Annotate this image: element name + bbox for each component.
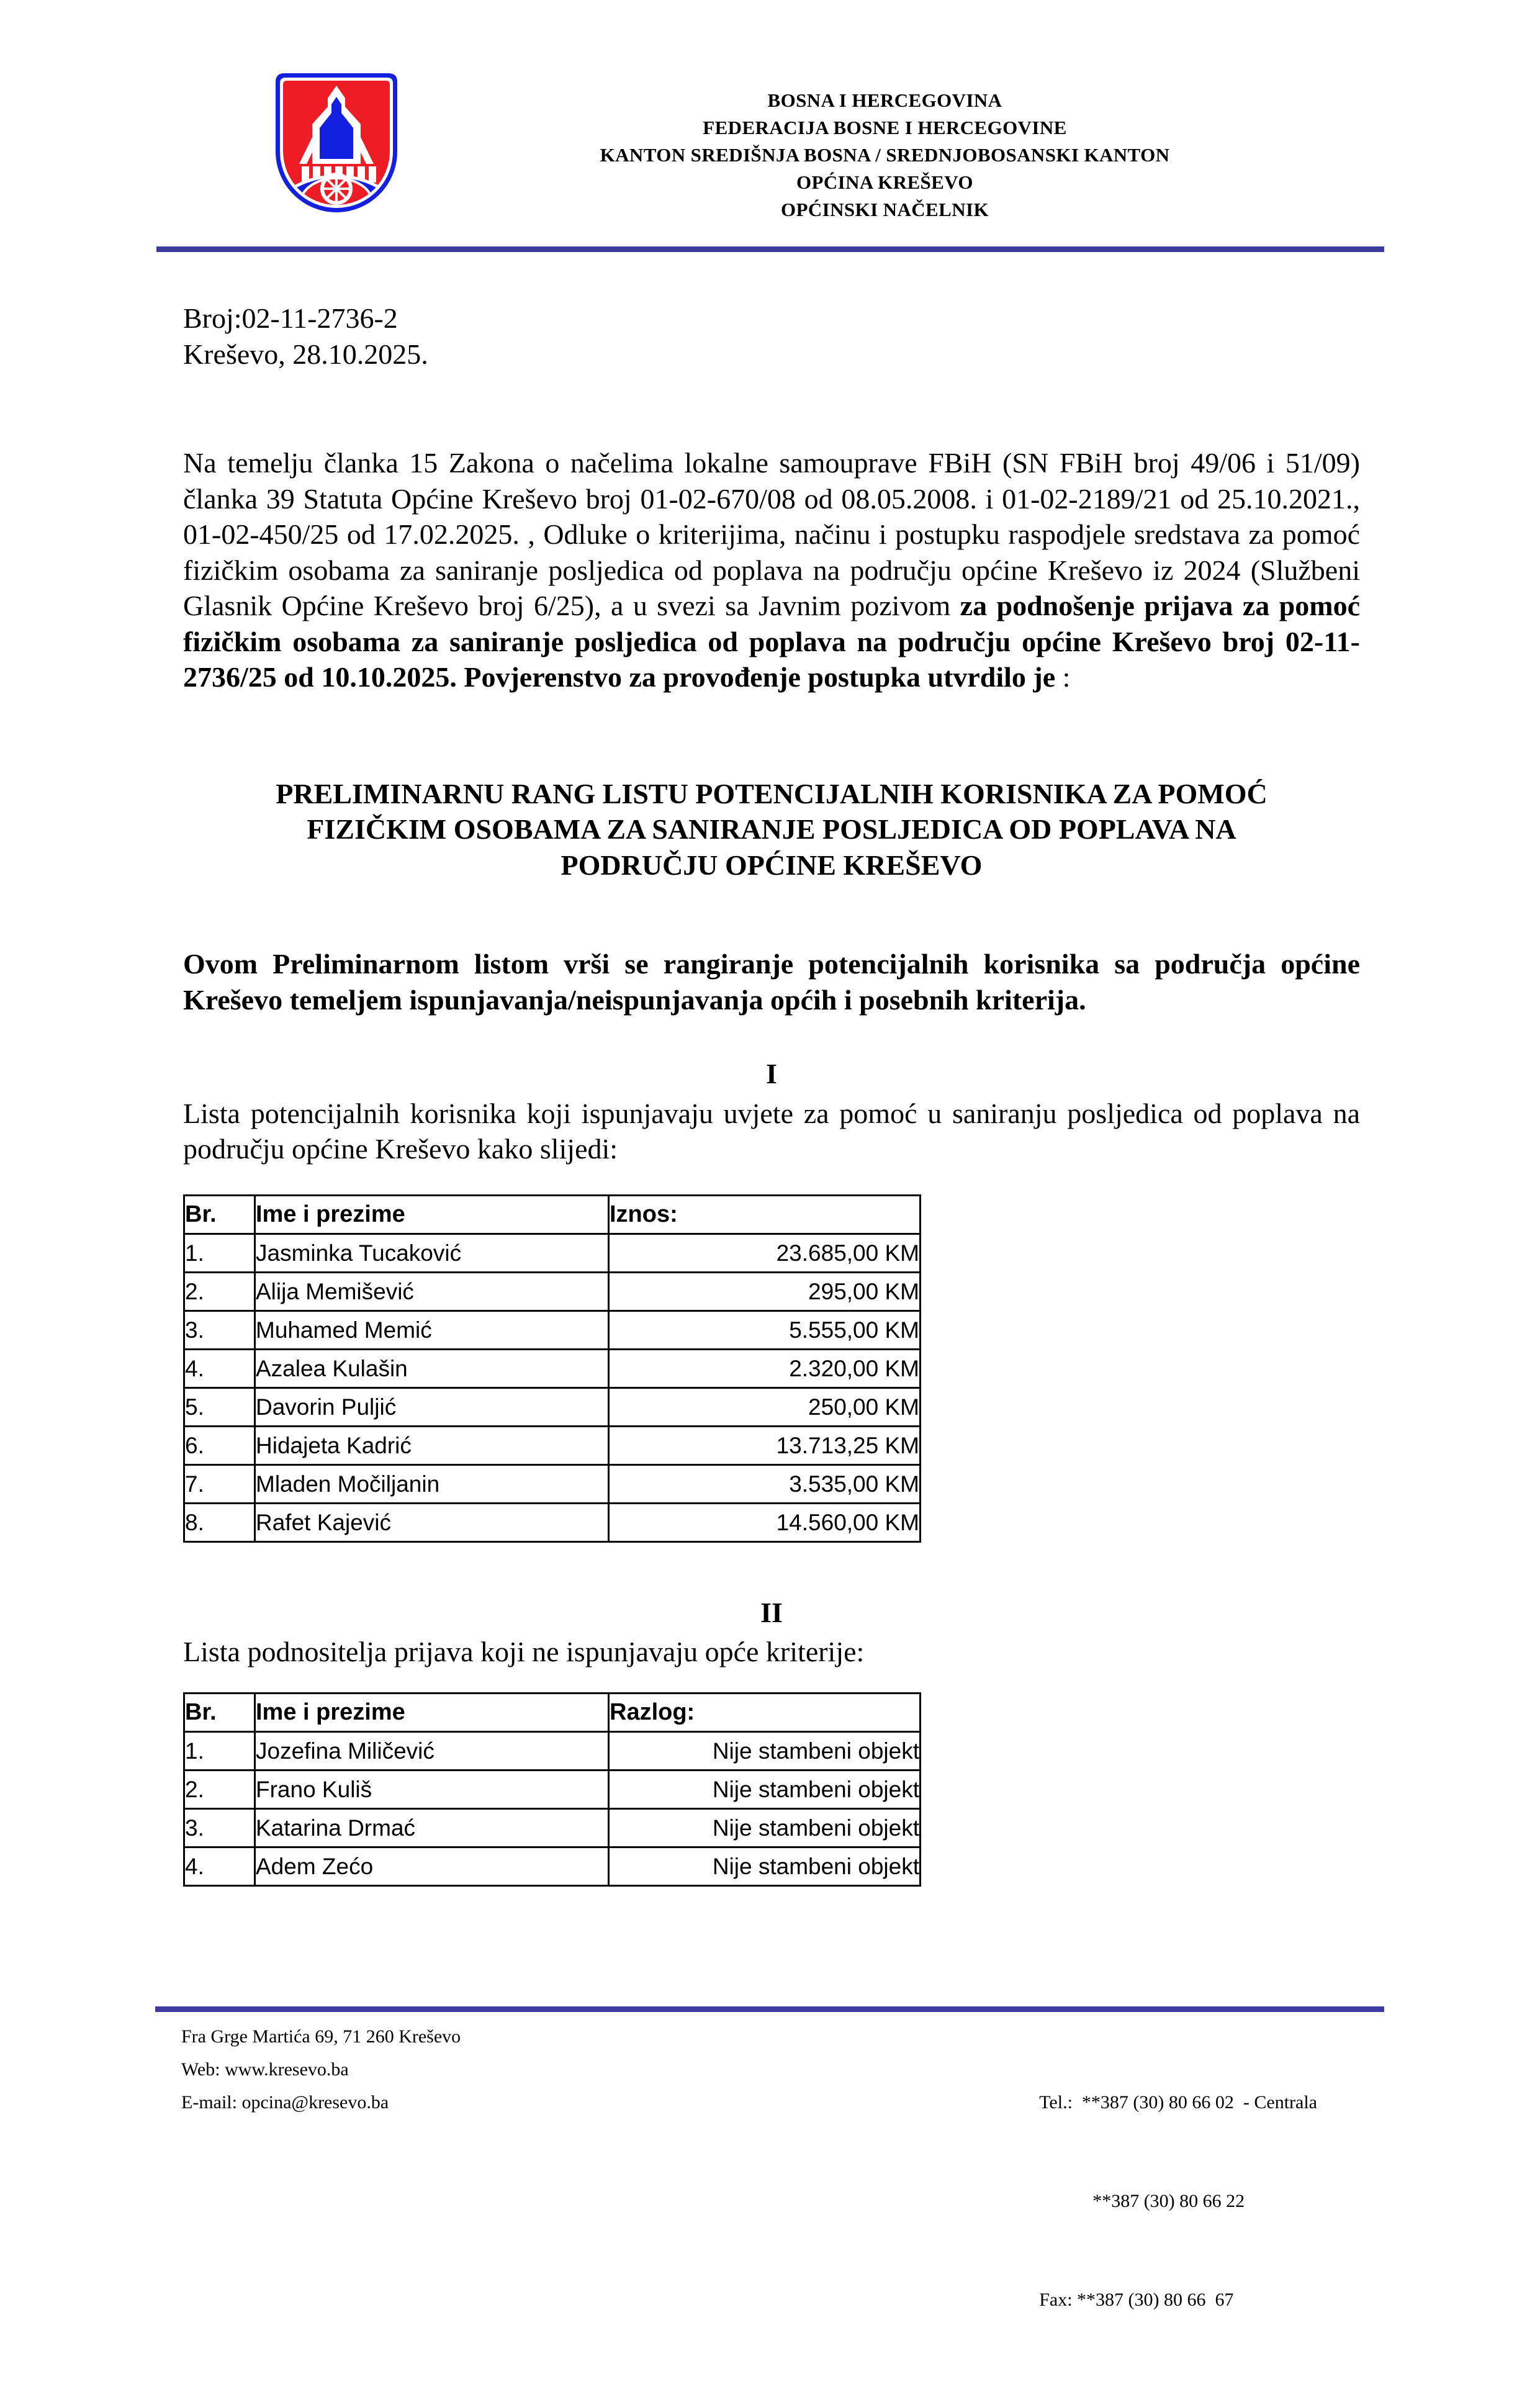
letterhead-line-federation: FEDERACIJA BOSNE I HERCEGOVINE xyxy=(703,117,1067,138)
reason: Nije stambeni objekt xyxy=(609,1847,921,1885)
person-name: Muhamed Memić xyxy=(255,1311,609,1349)
person-name: Adem Zećo xyxy=(255,1847,609,1885)
letterhead-line-canton: KANTON SREDIŠNJA BOSNA / SREDNJOBOSANSKI KANTON xyxy=(600,144,1170,166)
footer-tel: Tel.: **387 (30) 80 66 02 - Centrala xyxy=(1039,2092,1317,2113)
reference-block xyxy=(183,300,1360,372)
amount: 23.685,00 KM xyxy=(609,1234,921,1272)
col-header-number: Br. xyxy=(184,1693,255,1731)
amount: 3.535,00 KM xyxy=(609,1464,921,1503)
row-number: 6. xyxy=(184,1426,255,1464)
table-row xyxy=(184,1426,921,1464)
section-1-lead: Lista potencijalnih korisnika koji ispunjavaju uvjete za pomoć u saniranju posljedica od poplava na području općine Kreševo kako slijedi: xyxy=(183,1097,1360,1165)
footer-address-block xyxy=(181,2020,461,2382)
table-row xyxy=(184,1311,921,1349)
footer-address: Fra Grge Martića 69, 71 260 Kreševo xyxy=(181,2026,461,2047)
person-name: Hidajeta Kadrić xyxy=(255,1426,609,1464)
letterhead-line-mayor-office: OPĆINSKI NAČELNIK xyxy=(781,199,989,220)
amount: 295,00 KM xyxy=(609,1272,921,1311)
footer-phone-block xyxy=(1039,2020,1317,2382)
amount: 250,00 KM xyxy=(609,1387,921,1426)
reference-number: Broj:02-11-2736-2 xyxy=(183,302,398,334)
footer-rule xyxy=(155,2006,1384,2012)
wheel-icon xyxy=(322,174,351,203)
row-number: 7. xyxy=(184,1464,255,1503)
row-number: 2. xyxy=(184,1770,255,1808)
table-header-row xyxy=(184,1195,921,1234)
table-row xyxy=(184,1234,921,1272)
table-row xyxy=(184,1731,921,1770)
row-number: 8. xyxy=(184,1503,255,1541)
letterhead-line-country: BOSNA I HERCEGOVINA xyxy=(767,89,1002,111)
col-header-amount: Iznos: xyxy=(609,1195,921,1234)
row-number: 1. xyxy=(184,1234,255,1272)
table-row xyxy=(184,1808,921,1847)
col-header-reason: Razlog: xyxy=(609,1693,921,1731)
col-header-name: Ime i prezime xyxy=(255,1693,609,1731)
row-number: 3. xyxy=(184,1808,255,1847)
table-row xyxy=(184,1387,921,1426)
amount: 5.555,00 KM xyxy=(609,1311,921,1349)
table-row xyxy=(184,1503,921,1541)
eligible-beneficiaries-table xyxy=(183,1194,921,1543)
section-2-lead: Lista podnositelja prijava koji ne ispunjavaju opće kriterije: xyxy=(183,1636,865,1667)
intro-normal-end: : xyxy=(1055,661,1071,693)
footer-email: E-mail: opcina@kresevo.ba xyxy=(181,2092,389,2113)
document-title xyxy=(183,776,1360,883)
footer-tel-2: **387 (30) 80 66 22 xyxy=(1092,2191,1245,2211)
purpose-paragraph: Ovom Preliminarnom listom vrši se rangiranje potencijalnih korisnika sa područja općine Kreševo temeljem ispunjavanja/neispunjavanja općih i posebnih kriterija. xyxy=(183,948,1360,1016)
title-line-3: PODRUČJU OPĆINE KREŠEVO xyxy=(561,849,983,881)
table-row xyxy=(184,1770,921,1808)
row-number: 3. xyxy=(184,1311,255,1349)
table-row xyxy=(184,1847,921,1885)
table-row xyxy=(184,1349,921,1387)
table-header-row xyxy=(184,1693,921,1731)
row-number: 4. xyxy=(184,1349,255,1387)
reason: Nije stambeni objekt xyxy=(609,1770,921,1808)
title-line-1: PRELIMINARNU RANG LISTU POTENCIJALNIH KORISNIKA ZA POMOĆ xyxy=(276,777,1268,810)
person-name: Jasminka Tucaković xyxy=(255,1234,609,1272)
col-header-number: Br. xyxy=(184,1195,255,1234)
reason: Nije stambeni objekt xyxy=(609,1808,921,1847)
place-and-date: Kreševo, 28.10.2025. xyxy=(183,338,428,370)
document-body xyxy=(183,292,1360,1887)
person-name: Alija Memišević xyxy=(255,1272,609,1311)
person-name: Jozefina Miličević xyxy=(255,1731,609,1770)
header-rule xyxy=(156,246,1384,252)
row-number: 4. xyxy=(184,1847,255,1885)
person-name: Rafet Kajević xyxy=(255,1503,609,1541)
intro-paragraph xyxy=(183,445,1360,695)
amount: 13.713,25 KM xyxy=(609,1426,921,1464)
rejected-applicants-table xyxy=(183,1692,921,1887)
person-name: Katarina Drmać xyxy=(255,1808,609,1847)
reason: Nije stambeni objekt xyxy=(609,1731,921,1770)
person-name: Mladen Močiljanin xyxy=(255,1464,609,1503)
title-line-2: FIZIČKIM OSOBAMA ZA SANIRANJE POSLJEDICA OD POPLAVA NA xyxy=(307,813,1236,845)
col-header-name: Ime i prezime xyxy=(255,1195,609,1234)
footer xyxy=(181,2020,1361,2382)
amount: 2.320,00 KM xyxy=(609,1349,921,1387)
coat-of-arms-icon xyxy=(272,70,401,221)
person-name: Frano Kuliš xyxy=(255,1770,609,1808)
footer-web: Web: www.kresevo.ba xyxy=(181,2059,349,2080)
row-number: 1. xyxy=(184,1731,255,1770)
letterhead-line-municipality: OPĆINA KREŠEVO xyxy=(796,171,973,193)
row-number: 5. xyxy=(184,1387,255,1426)
coat-of-arms xyxy=(272,70,401,221)
person-name: Azalea Kulašin xyxy=(255,1349,609,1387)
intro-bold-span: za podnošenje prijava za pomoć fizičkim osobama za saniranje posljedica od poplava na području općine Kreševo broj 02-11-2736/25 od 10.10.2025. Povjerenstvo za provođenje postupka utvrdilo je xyxy=(183,590,1361,693)
footer-fax: Fax: **387 (30) 80 66 67 xyxy=(1039,2290,1234,2310)
letterhead xyxy=(410,87,1360,223)
intro-normal-start: Na temelju članka 15 Zakona o načelima lokalne samouprave FBiH (SN FBiH broj 49/06 i 51/09) članka 39 Statuta Općine Kreševo broj 01-02-670/08 od 08.05.2008. i 01-02-2189/21 od 25.10.2021., 01-02-450/25 od 17.02.2025. , Odluke o kriterijima, načinu i postupku raspodjele sredstava za pomoć fizičkim osobama za saniranje posljedica od poplava na području općine Kreševo iz 2024 (Službeni Glasnik Općine Kreševo broj 6/25), a u svezi sa Javnim pozivom xyxy=(183,447,1360,621)
table-row xyxy=(184,1272,921,1311)
table-row xyxy=(184,1464,921,1503)
person-name: Davorin Puljić xyxy=(255,1387,609,1426)
section-2-numeral: II xyxy=(760,1596,783,1628)
row-number: 2. xyxy=(184,1272,255,1311)
section-1-numeral: I xyxy=(766,1058,777,1089)
amount: 14.560,00 KM xyxy=(609,1503,921,1541)
